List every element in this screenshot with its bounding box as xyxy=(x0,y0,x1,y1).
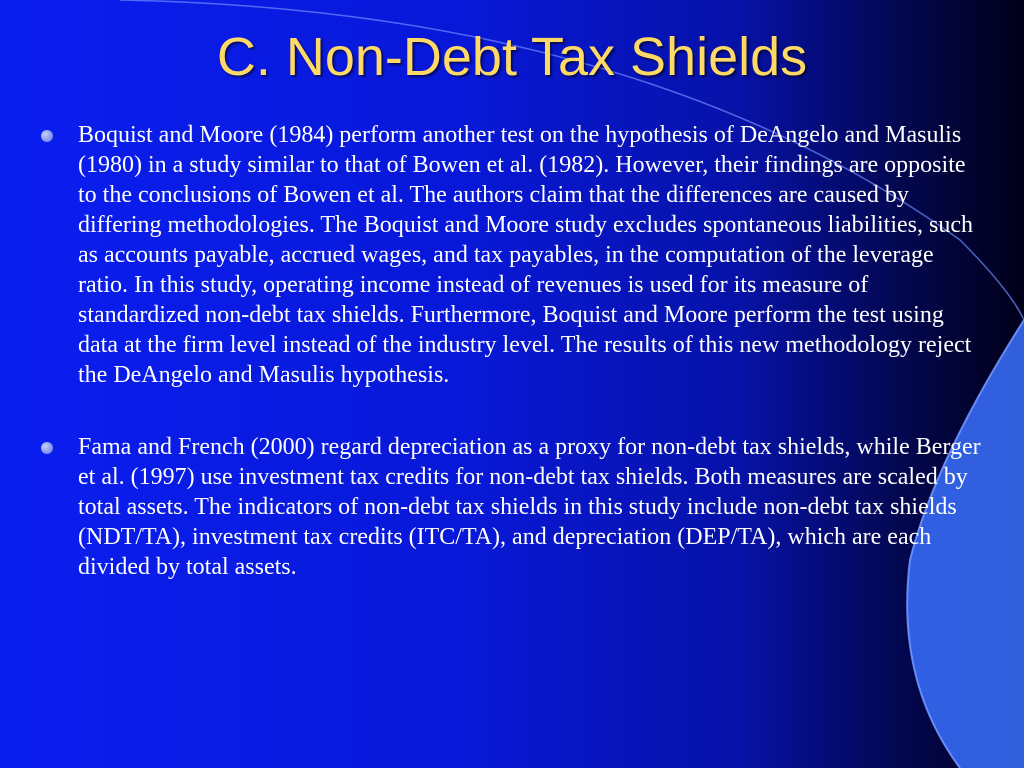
bullet-item xyxy=(40,432,985,582)
bullet-list xyxy=(40,120,985,582)
bullet-text: Boquist and Moore (1984) perform another test on the hypothesis of DeAngelo and Masulis (1980) in a study similar to that of Bowen et al. (1982). However, their findings are opposite to the conclusions of Bowen et al. The authors claim that the differences are caused by differing methodologies. The Boquist and Moore study excludes spontaneous liabilities, such as accounts payable, accrued wages, and tax payables, in the computation of the leverage ratio. In this study, operating income instead of revenues is used for its measure of standardized non-debt tax shields. Furthermore, Boquist and Moore perform the test using data at the firm level instead of the industry level. The results of this new methodology reject the DeAngelo and Masulis hypothesis. xyxy=(78,122,973,388)
slide-title: C. Non-Debt Tax Shields xyxy=(216,27,808,87)
bullet-item xyxy=(40,120,985,390)
bullet-dot-icon xyxy=(41,130,53,142)
bullet-text: Fama and French (2000) regard depreciation as a proxy for non-debt tax shields, while Berger et al. (1997) use investment tax credits for non-debt tax shields. Both measures are scaled by total assets. The indicators of non-debt tax shields in this study include non-debt tax shields (NDT/TA), investment tax credits (ITC/TA), and depreciation (DEP/TA), which are each divided by total assets. xyxy=(78,434,981,580)
bullet-dot-icon xyxy=(41,442,53,454)
